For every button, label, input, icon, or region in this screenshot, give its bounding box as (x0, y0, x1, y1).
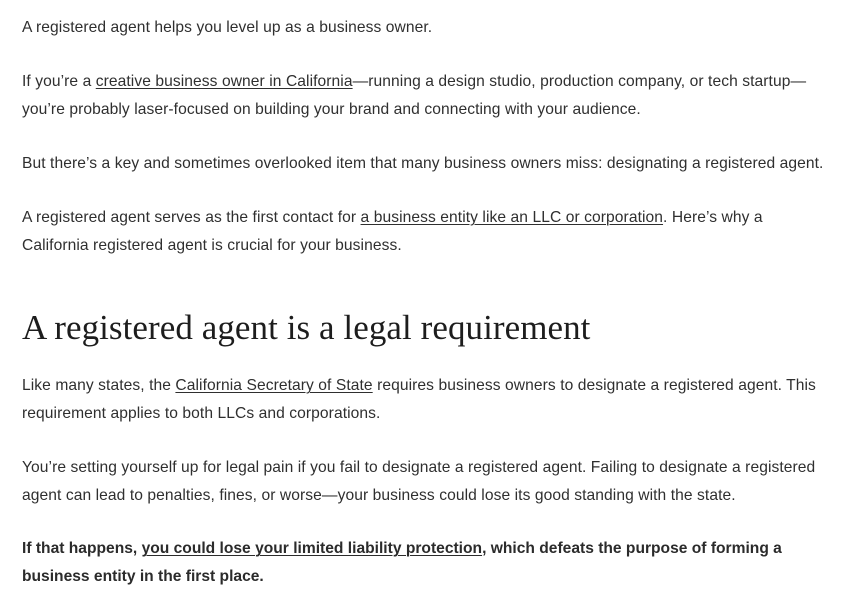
link-california-secretary-of-state[interactable]: California Secretary of State (175, 377, 373, 394)
paragraph-secretary-of-state (22, 372, 829, 428)
paragraph-text-after: —running a design studio, production company, or tech startup—you’re probably laser-focused on building your brand and connecting with your audience. (22, 73, 807, 118)
paragraph-bold-warning (22, 535, 829, 591)
paragraph-text-after: . Here’s why a California registered agent is crucial for your business. (22, 209, 763, 254)
section-heading-legal-requirement: A registered agent is a legal requirement (22, 308, 591, 347)
link-business-entity-llc-or-corporation[interactable]: a business entity like an LLC or corporation (360, 209, 664, 226)
paragraph-text-before: A registered agent serves as the first contact for (22, 209, 361, 226)
paragraph-text-before: If you’re a (22, 73, 96, 90)
bold-note-text-after: , which defeats the purpose of forming a business entity in the first place. (22, 540, 782, 585)
paragraph-first-contact (22, 204, 829, 260)
paragraph-text-before: Like many states, the (22, 377, 176, 394)
paragraph-overlooked-item (22, 150, 829, 178)
paragraph-creative-owner (22, 68, 829, 124)
paragraph-legal-pain (22, 454, 829, 510)
paragraph-intro (22, 14, 829, 42)
bold-note-text-before: If that happens, (22, 540, 142, 557)
paragraph-text-after: requires business owners to designate a registered agent. This requirement applies to both LLCs and corporations. (22, 377, 816, 422)
paragraph-text: You’re setting yourself up for legal pain if you fail to designate a registered agent. Failing to designate a registered agent can lead to penalties, fines, or worse—your business could lose its good standing with the state. (22, 459, 816, 504)
paragraph-text: But there’s a key and sometimes overlooked item that many business owners miss: designating a registered agent. (22, 155, 824, 172)
paragraph-text: A registered agent helps you level up as a business owner. (22, 19, 433, 36)
link-lose-limited-liability-protection[interactable]: you could lose your limited liability protection (141, 540, 483, 557)
link-creative-business-owner-in-california[interactable]: creative business owner in California (95, 73, 353, 90)
